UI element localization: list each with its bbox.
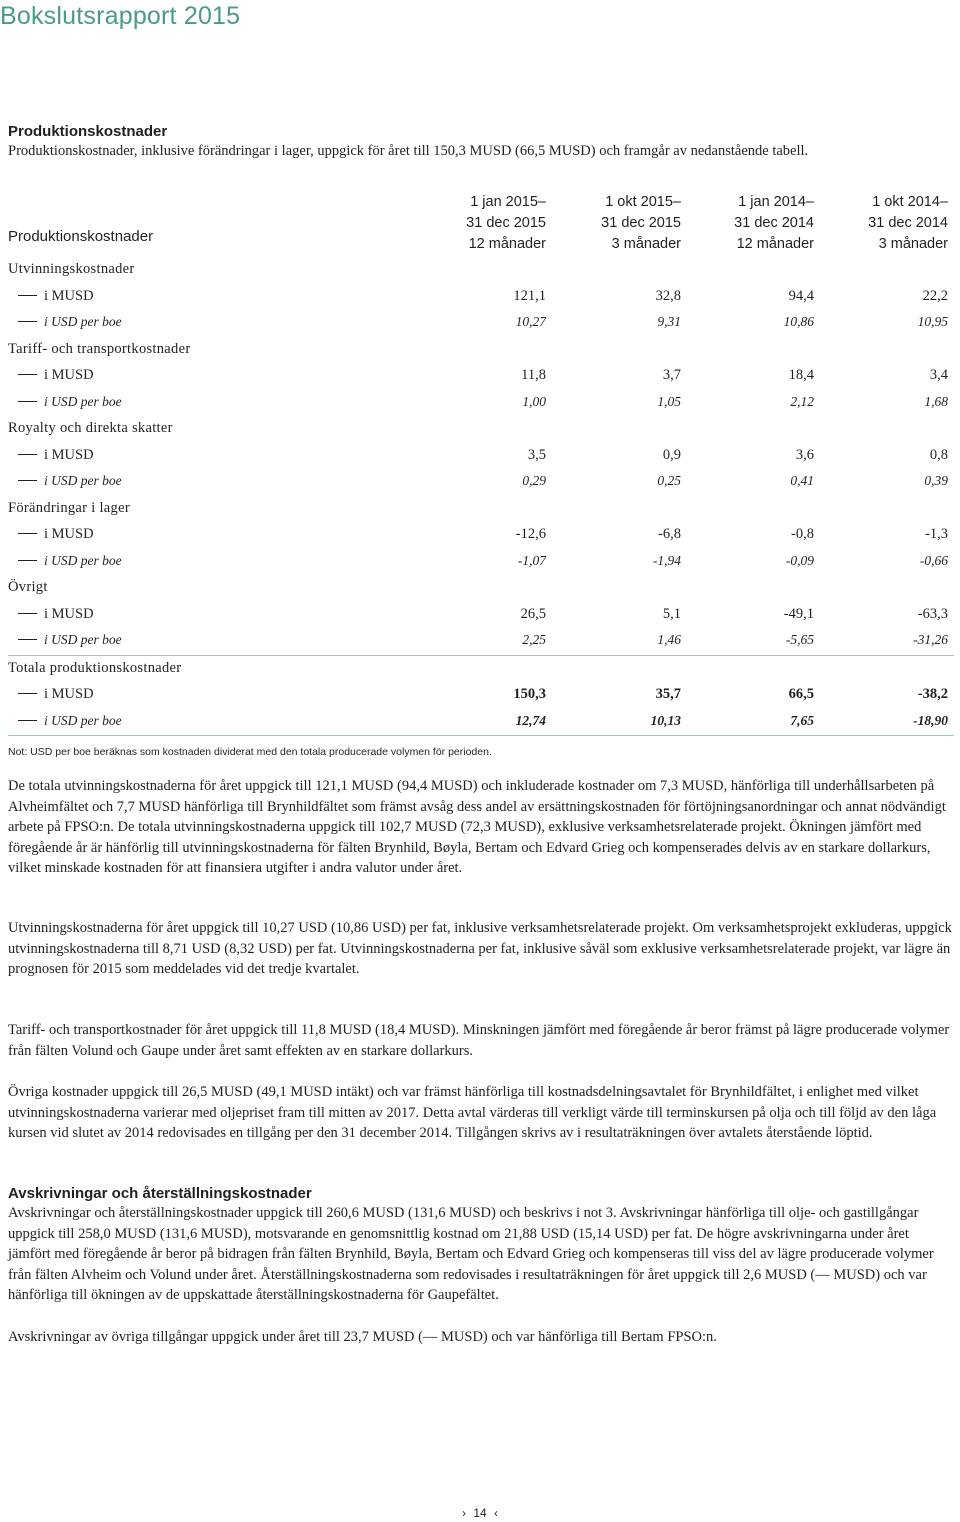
- table-row: [8, 709, 954, 737]
- row-label: [18, 473, 122, 489]
- dash-marker: [18, 295, 37, 296]
- dash-marker: [18, 480, 37, 481]
- table-category-row: [8, 656, 954, 683]
- table-cell: 10,95: [917, 314, 948, 329]
- row-label-text: i USD per boe: [44, 552, 122, 568]
- table-cell: 94,4: [788, 287, 814, 304]
- table-cell: -5,65: [785, 632, 814, 647]
- table-cell: 32,8: [655, 287, 681, 304]
- depreciation-section: [8, 1185, 953, 1347]
- row-label-text: i MUSD: [44, 287, 94, 304]
- table-cell: 18,4: [788, 367, 814, 383]
- table-category-row: [8, 416, 954, 443]
- table-row: [8, 310, 954, 337]
- table-header: [8, 192, 954, 257]
- paragraph: De totala utvinningskostnaderna för året uppgick till 121,1 MUSD (94,4 MUSD) och inkluderade kostnader om 7,3 MUSD, hänförliga till underhållsarbeten på Alvheimfältet och 7,7 MUSD hänförliga till Brynhildfältet som främst avsåg dess andel av ersättningskostnaden för förtöjningsanordningar och annat nödvändigt arbete på FPSO:n. De totala utvinningskostnaderna uppgick till 102,7 MUSD (72,3 MUSD), exklusive verksamhetsrelaterade projekt. Ökningen jämfört med föregående år är hänförlig till utvinningskostnaderna för fälten Brynhild, Bøyla, Bertam och Edvard Grieg och kompenserades delvis av en starkare dollarkurs, vilket minskade kostnaden för att finansiera utgifter i andra valutor under året.: [8, 778, 946, 876]
- category-label: Förändringar i lager: [8, 499, 130, 516]
- section-heading: Avskrivningar och återställningskostnader: [8, 1185, 312, 1202]
- page-number: 14: [473, 1506, 487, 1520]
- table-cell: -0,8: [791, 526, 814, 542]
- table-cell: 0,9: [662, 446, 681, 463]
- table-cell: 0,41: [790, 473, 814, 488]
- table-cell: 5,1: [662, 605, 681, 622]
- row-label: [18, 606, 94, 623]
- table-cell: -49,1: [783, 605, 814, 622]
- column-header: [561, 192, 681, 255]
- dash-marker: [18, 401, 37, 402]
- table-cell: 26,5: [520, 605, 546, 622]
- row-label-text: i MUSD: [44, 367, 94, 383]
- row-label: [18, 632, 122, 648]
- production-cost-table: [8, 192, 954, 736]
- dash-marker: [18, 560, 37, 561]
- depreciation-text: Avskrivningar och återställningskostnader uppgick till 260,6 MUSD (131,6 MUSD) och beskrivs i not 3. Avskrivningar hänförliga till olje- och gastillgångar uppgick till 258,0 MUSD (131,6 MUSD), motsvarande en genomsnittlig kostnad om 21,88 USD (15,14 USD) per fat. De högre avskrivningarna under året jämfört med föregående år beror på bidragen från fälten Brynhild, Bøyla, Bertam och Edvard Grieg och kompenseras till viss del av lägre producerade volymer från fälten Alvheim och Volund under året. Återställningskostnaderna som redovisades i resultaträkningen för året uppgick till 2,6 MUSD (— MUSD) och var hänförliga till ökningen av de uppskattade återställningskostnaderna för Gaupefältet.: [8, 1205, 934, 1303]
- footer-marker-right: ‹: [494, 1506, 499, 1520]
- row-label-text: i USD per boe: [44, 712, 122, 728]
- footer-marker-left: ›: [461, 1506, 466, 1520]
- table-row: [8, 390, 954, 417]
- row-label-text: i MUSD: [44, 526, 94, 542]
- table-row: [8, 284, 954, 311]
- table-cell: 3,5: [527, 446, 546, 463]
- table-cell: -12,6: [515, 526, 546, 542]
- table-note: Not: USD per boe beräknas som kostnaden dividerat med den totala producerade volymen för perioden.: [8, 746, 492, 758]
- column-header-line: 1 okt 2015–: [605, 194, 681, 210]
- row-label: [18, 447, 94, 464]
- table-cell: 2,25: [522, 632, 546, 647]
- table-category-row: [8, 575, 954, 602]
- row-label: [18, 314, 122, 330]
- row-label-text: i MUSD: [44, 686, 94, 702]
- table-row: [8, 363, 954, 390]
- table-cell: 0,29: [522, 473, 546, 488]
- dash-marker: [18, 533, 37, 534]
- row-label-text: i USD per boe: [44, 393, 122, 409]
- table-row: [8, 443, 954, 470]
- row-label: [18, 713, 122, 729]
- column-header: [828, 192, 948, 255]
- column-header-line: 1 jan 2014–: [738, 194, 814, 210]
- table-cell: 11,8: [521, 367, 546, 383]
- column-header-line: 1 okt 2014–: [872, 194, 948, 210]
- table-cell: 66,5: [788, 686, 814, 702]
- table-cell: 1,68: [924, 393, 948, 409]
- table-cell: 1,05: [657, 393, 681, 409]
- table-cell: 9,31: [657, 314, 681, 329]
- table-category-row: [8, 257, 954, 284]
- row-label: [18, 394, 122, 410]
- column-header-line: 31 dec 2015: [466, 215, 546, 231]
- table-cell: -6,8: [658, 526, 681, 542]
- table-cell: 150,3: [513, 686, 546, 702]
- column-header-line: 31 dec 2014: [734, 215, 814, 231]
- table-cell: 10,27: [515, 314, 546, 329]
- row-label-text: i USD per boe: [44, 473, 122, 488]
- column-header-line: 31 dec 2015: [601, 215, 681, 231]
- category-label: Övrigt: [8, 579, 48, 595]
- paragraph: Tariff- och transportkostnader för året uppgick till 11,8 MUSD (18,4 MUSD). Minskningen jämfört med föregående år beror främst på lägre producerade volymer från fälten Volund och Gaupe under året samt effekten av en starkare dollarkurs.: [8, 1022, 950, 1059]
- table-category-row: [8, 496, 954, 523]
- row-label: [18, 288, 94, 305]
- table-cell: -0,09: [785, 552, 814, 568]
- row-label-text: i MUSD: [44, 605, 94, 622]
- table-cell: -31,26: [913, 632, 948, 647]
- table-row: [8, 549, 954, 576]
- row-label: [18, 686, 94, 703]
- table-cell: 0,25: [657, 473, 681, 488]
- table-cell: 35,7: [655, 686, 681, 702]
- dash-marker: [18, 720, 37, 721]
- table-row: [8, 522, 954, 549]
- table-row: [8, 682, 954, 709]
- table-cell: -38,2: [917, 686, 948, 702]
- table-row: [8, 628, 954, 656]
- table-cell: 12,74: [515, 712, 546, 728]
- table-cell: 0,8: [929, 446, 948, 463]
- table-row: [8, 602, 954, 629]
- column-header-line: 12 månader: [736, 236, 814, 252]
- dash-marker: [18, 613, 37, 614]
- row-label-text: i USD per boe: [44, 314, 122, 329]
- dash-marker: [18, 639, 37, 640]
- table-cell: -63,3: [917, 605, 948, 622]
- depreciation-text-2: Avskrivningar av övriga tillgångar uppgick under året till 23,7 MUSD (— MUSD) och var hänförliga till Bertam FPSO:n.: [8, 1328, 717, 1345]
- table-cell: 7,65: [790, 712, 814, 728]
- table-cell: -0,66: [919, 552, 948, 568]
- intro-text: Produktionskostnader, inklusive förändringar i lager, uppgick för året till 150,3 MUSD (66,5 MUSD) och framgår av nedanstående tabell.: [8, 143, 809, 159]
- column-header-line: 31 dec 2014: [868, 215, 948, 231]
- dash-marker: [18, 321, 37, 322]
- column-header-line: 3 månader: [878, 236, 948, 252]
- column-header-line: 3 månader: [611, 236, 681, 252]
- table-cell: 1,00: [522, 393, 546, 409]
- column-header: [694, 192, 814, 255]
- category-label: Tariff- och transportkostnader: [8, 340, 191, 357]
- table-cell: -1,94: [652, 552, 681, 568]
- page-footer: [0, 1506, 960, 1520]
- dash-marker: [18, 454, 37, 455]
- row-label-text: i USD per boe: [44, 632, 122, 647]
- intro-section: [8, 123, 953, 161]
- section-heading: Produktionskostnader: [8, 123, 168, 140]
- table-category-row: [8, 337, 954, 364]
- table-body: [8, 257, 954, 736]
- table-cell: 22,2: [922, 287, 948, 304]
- table-cell: 10,13: [650, 712, 681, 728]
- table-cell: 1,46: [657, 632, 681, 647]
- table-cell: 3,6: [795, 446, 814, 463]
- dash-marker: [18, 374, 37, 375]
- table-cell: -18,90: [913, 712, 948, 728]
- column-header-line: 12 månader: [468, 236, 546, 252]
- row-label: [18, 553, 122, 569]
- row-label-text: i MUSD: [44, 446, 94, 463]
- page-title: Bokslutsrapport 2015: [0, 2, 241, 30]
- category-label: Totala produktionskostnader: [8, 659, 182, 676]
- paragraph: Utvinningskostnaderna för året uppgick till 10,27 USD (10,86 USD) per fat, inklusive verksamhetsrelaterade projekt. Om verksamhetsprojekt exkluderas, uppgick utvinningskostnaderna till 8,71 USD (8,32 USD) per fat. Utvinningskostnaderna per fat, inklusive såväl som exklusive verksamhetsrelaterade projekt, var lägre än prognosen för 2015 som meddelades vid det tredje kvartalet.: [8, 920, 952, 977]
- table-cell: 121,1: [513, 287, 546, 304]
- dash-marker: [18, 693, 37, 694]
- table-header-label: Produktionskostnader: [8, 228, 154, 245]
- table-cell: 0,39: [924, 473, 948, 488]
- table-cell: 3,4: [929, 367, 948, 383]
- table-cell: 2,12: [790, 393, 814, 409]
- row-label: [18, 526, 94, 543]
- category-label: Utvinningskostnader: [8, 261, 135, 277]
- row-label: [18, 367, 94, 384]
- table-cell: 3,7: [662, 367, 681, 383]
- column-header-line: 1 jan 2015–: [470, 194, 546, 210]
- table-row: [8, 469, 954, 496]
- table-cell: -1,3: [925, 526, 948, 542]
- table-cell: 10,86: [783, 314, 814, 329]
- table-cell: -1,07: [517, 552, 546, 568]
- column-header: [426, 192, 546, 255]
- category-label: Royalty och direkta skatter: [8, 420, 173, 436]
- paragraph: Övriga kostnader uppgick till 26,5 MUSD (49,1 MUSD intäkt) och var främst hänförliga till kostnadsdelningsavtalet för Brynhildfältet, i enlighet med vilket utvinningskostnaderna varierar med oljepriset fram till mitten av 2017. Detta avtal värderas till verkligt värde till terminskursen på olja och till följd av den låga kursen vid slutet av 2014 redovisades en tillgång per den 31 december 2014. Tillgången skrivs av i resultaträkningen över avtalets återstående löptid.: [8, 1084, 937, 1141]
